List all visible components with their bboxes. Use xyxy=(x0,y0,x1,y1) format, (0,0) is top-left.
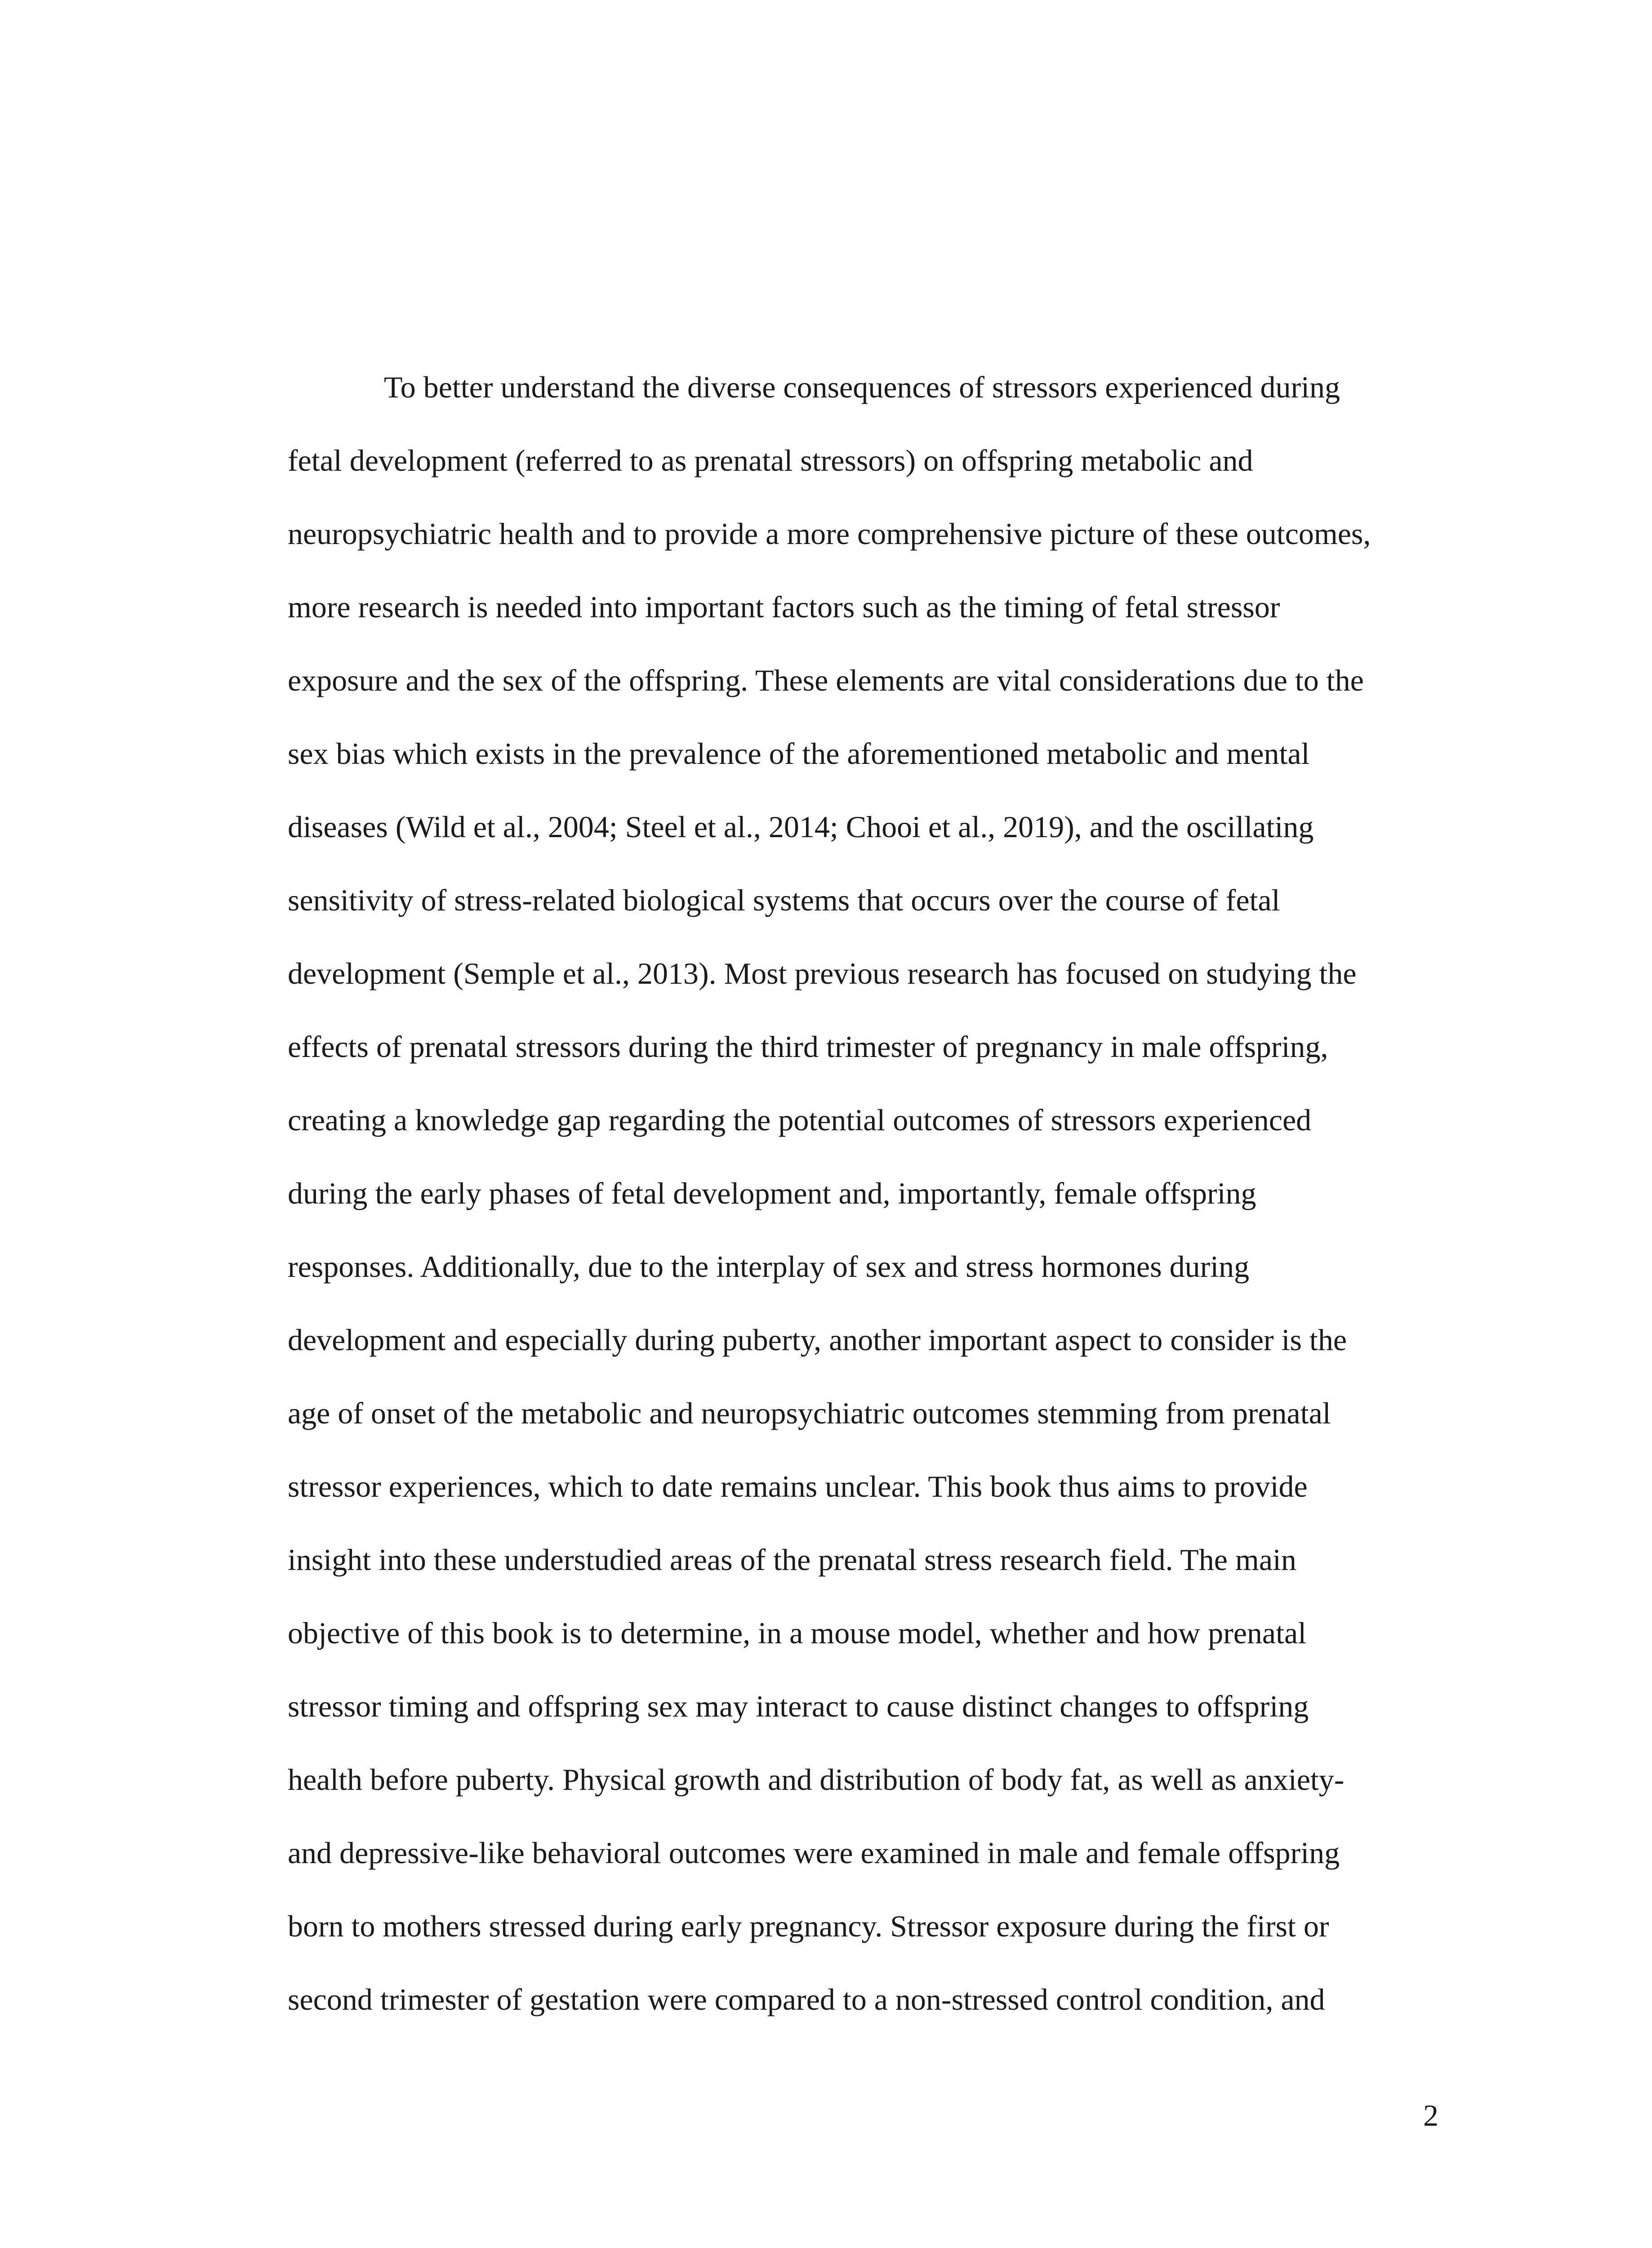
paragraph-line: fetal development (referred to as prenatal stressors) on offspring metabolic and xyxy=(288,443,1253,477)
body-paragraph xyxy=(288,351,1438,2036)
paragraph-line: born to mothers stressed during early pregnancy. Stressor exposure during the first or xyxy=(288,1909,1329,1943)
paragraph-line: responses. Additionally, due to the interplay of sex and stress hormones during xyxy=(288,1249,1250,1284)
page-number: 2 xyxy=(1423,2098,1438,2132)
paragraph-line: age of onset of the metabolic and neuropsychiatric outcomes stemming from prenatal xyxy=(288,1396,1331,1430)
paragraph-line: neuropsychiatric health and to provide a more comprehensive picture of these outcomes, xyxy=(288,517,1371,551)
paragraph-line: creating a knowledge gap regarding the potential outcomes of stressors experienced xyxy=(288,1103,1312,1137)
paragraph-line: more research is needed into important factors such as the timing of fetal stressor xyxy=(288,590,1280,624)
paragraph-line: and depressive-like behavioral outcomes were examined in male and female offspring xyxy=(288,1836,1340,1870)
paragraph-line: insight into these understudied areas of the prenatal stress research field. The main xyxy=(288,1543,1296,1577)
paragraph-line: second trimester of gestation were compared to a non-stressed control condition, and xyxy=(288,1982,1325,2016)
paragraph-line: To better understand the diverse consequences of stressors experienced during xyxy=(384,370,1340,404)
paragraph-line: stressor experiences, which to date remains unclear. This book thus aims to provide xyxy=(288,1469,1308,1503)
paragraph-line: during the early phases of fetal development and, importantly, female offspring xyxy=(288,1176,1256,1210)
paragraph-line: sex bias which exists in the prevalence of the aforementioned metabolic and mental xyxy=(288,736,1310,771)
paragraph-line: effects of prenatal stressors during the third trimester of pregnancy in male offspring, xyxy=(288,1030,1328,1064)
paragraph-line: health before puberty. Physical growth and distribution of body fat, as well as anxiety- xyxy=(288,1762,1345,1797)
paragraph-line: development (Semple et al., 2013). Most previous research has focused on studying the xyxy=(288,956,1357,990)
paragraph-line: sensitivity of stress-related biological systems that occurs over the course of fetal xyxy=(288,883,1280,917)
paragraph-line: objective of this book is to determine, in a mouse model, whether and how prenatal xyxy=(288,1616,1307,1650)
paragraph-line: development and especially during puberty, another important aspect to consider is the xyxy=(288,1323,1347,1357)
paragraph-line: stressor timing and offspring sex may interact to cause distinct changes to offspring xyxy=(288,1689,1309,1723)
paragraph-line: diseases (Wild et al., 2004; Steel et al., 2014; Chooi et al., 2019), and the oscillating xyxy=(288,810,1314,844)
paragraph-line: exposure and the sex of the offspring. These elements are vital considerations due to the xyxy=(288,663,1364,697)
